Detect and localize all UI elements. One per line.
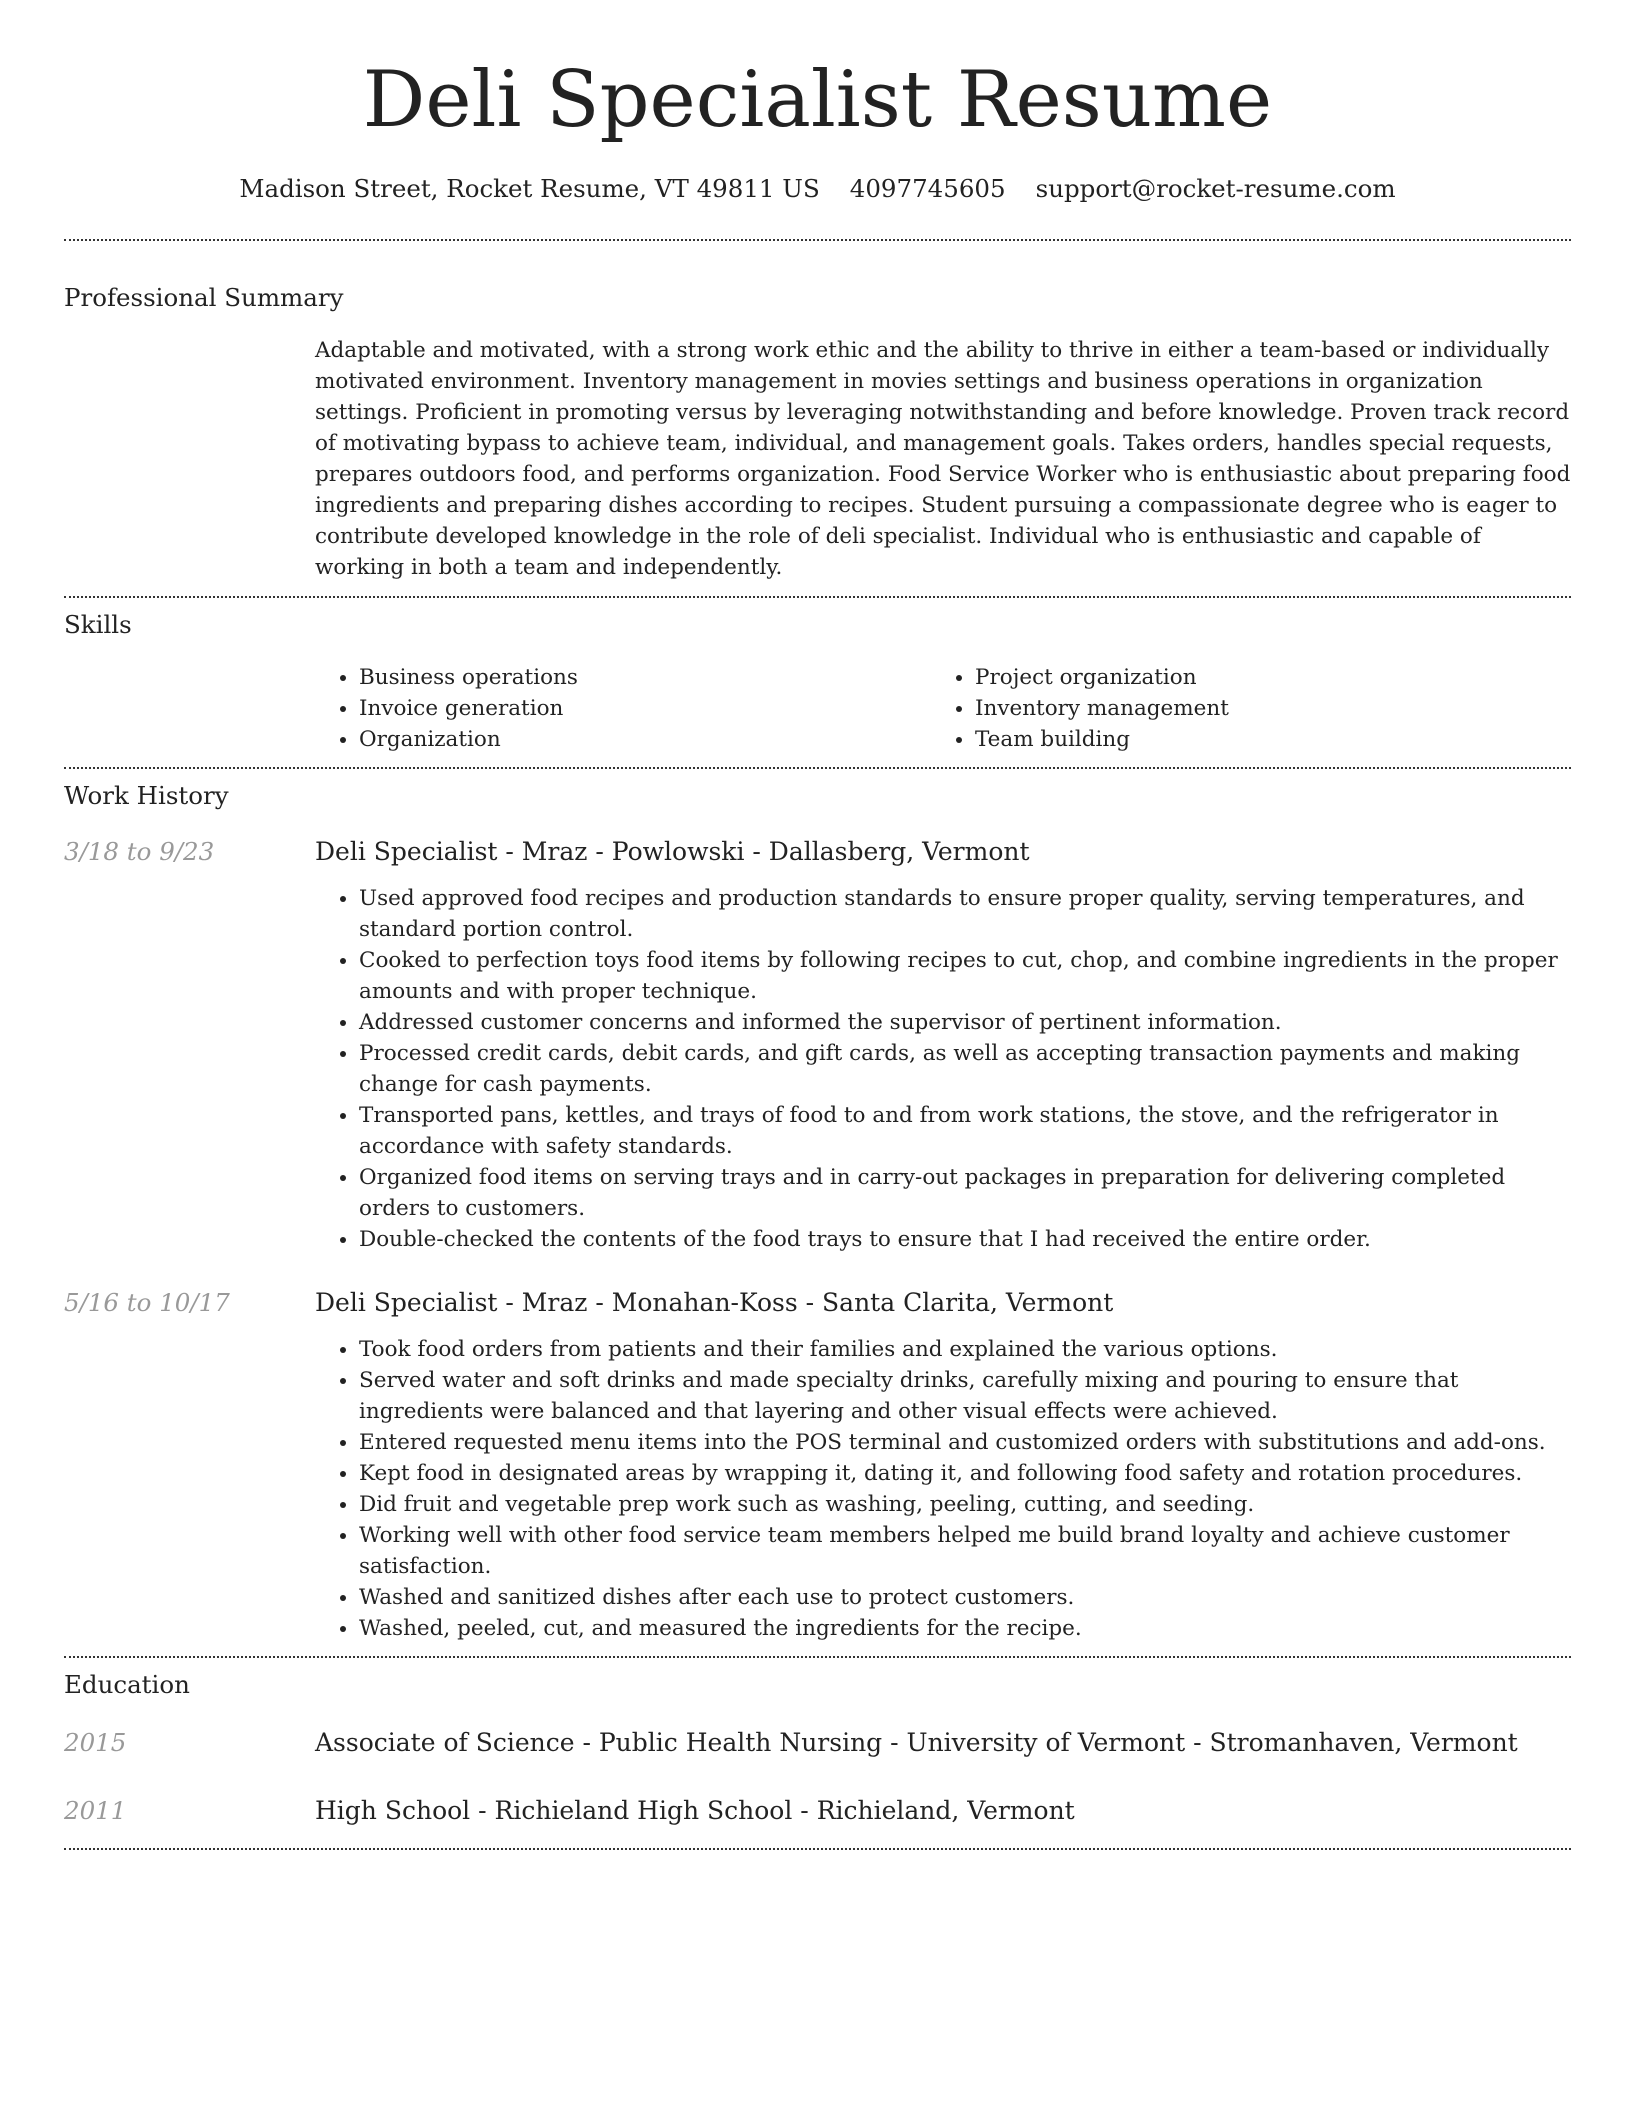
contact-address: Madison Street, Rocket Resume, VT 49811 US [239, 174, 820, 203]
job-bullet: • Processed credit cards, debit cards, and gift cards, as well as accepting transaction payments and making change for cash payments. [359, 1038, 1571, 1100]
job-bullet: • Working well with other food service team members helped me build brand loyalty and achieve customer satisfaction. [359, 1520, 1571, 1582]
job-title: Deli Specialist - Mraz - Powlowski - Dallasberg, Vermont [315, 837, 1030, 866]
job-bullet: • Double-checked the contents of the food trays to ensure that I had received the entire order. [359, 1224, 1571, 1255]
job-dates: 5/16 to 10/17 [64, 1288, 230, 1317]
job-bullet: • Washed and sanitized dishes after each use to protect customers. [359, 1582, 1571, 1613]
work-heading: Work History [64, 781, 229, 810]
education-heading: Education [64, 1670, 190, 1699]
job-bullets [315, 1334, 1571, 1644]
skill-item: • Project organization [975, 662, 1547, 693]
job-title: Deli Specialist - Mraz - Monahan-Koss - Santa Clarita, Vermont [315, 1288, 1114, 1317]
education-item [64, 1794, 1571, 1828]
skill-item: • Team building [975, 724, 1547, 755]
contact-phone: 4097745605 [849, 174, 1006, 203]
summary-text: Adaptable and motivated, with a strong work ethic and the ability to thrive in either a team-based or individually motivated environment. Inventory management in movies settings and business operations in organization settings. Proficient in promoting versus by leveraging notwithstanding and before knowledge. Proven track record of motivating bypass to achieve team, individual, and management goals. Takes orders, handles special requests, prepares outdoors food, and performs organization. Food Service Worker who is enthusiastic about preparing food ingredients and preparing dishes according to recipes. Student pursuing a compassionate degree who is eager to contribute developed knowledge in the role of deli specialist. Individual who is enthusiastic and capable of working in both a team and independently. [315, 338, 1571, 580]
job-bullet: • Entered requested menu items into the POS terminal and customized orders with substitutions and add-ons. [359, 1427, 1571, 1458]
education-title: High School - Richieland High School - Richieland, Vermont [315, 1796, 1075, 1825]
skills-grid [315, 662, 1571, 755]
resume-page [64, 0, 1571, 1850]
skills-heading: Skills [64, 610, 132, 639]
skill-item: • Business operations [359, 662, 931, 693]
job-bullet: • Cooked to perfection toys food items by following recipes to cut, chop, and combine ingredients in the proper amounts and with proper technique. [359, 945, 1571, 1007]
divider [64, 1848, 1571, 1850]
job-bullet: • Did fruit and vegetable prep work such as washing, peeling, cutting, and seeding. [359, 1489, 1571, 1520]
education-year: 2011 [64, 1796, 127, 1825]
job-bullet: • Organized food items on serving trays and in carry-out packages in preparation for delivering completed orders to customers. [359, 1162, 1571, 1224]
resume-title: Deli Specialist Resume [362, 55, 1273, 145]
skill-item: • Invoice generation [359, 693, 931, 724]
skill-item: • Organization [359, 724, 931, 755]
skills-list-right [931, 662, 1547, 755]
contact-email: support@rocket-resume.com [1035, 174, 1396, 203]
skills-list-left [315, 662, 931, 755]
work-section [64, 769, 1571, 1656]
education-item [64, 1726, 1571, 1760]
job-bullet: • Washed, peeled, cut, and measured the ingredients for the recipe. [359, 1613, 1571, 1644]
job-bullet: • Used approved food recipes and production standards to ensure proper quality, serving temperatures, and standard portion control. [359, 883, 1571, 945]
education-year: 2015 [64, 1728, 127, 1757]
job-entry [64, 1286, 1571, 1644]
education-section [64, 1658, 1571, 1848]
education-title: Associate of Science - Public Health Nursing - University of Vermont - Stromanhaven, Vermont [315, 1728, 1518, 1757]
job-bullet: • Addressed customer concerns and informed the supervisor of pertinent information. [359, 1007, 1571, 1038]
contact-line [64, 172, 1571, 206]
job-bullet: • Took food orders from patients and their families and explained the various options. [359, 1334, 1571, 1365]
job-bullet: • Transported pans, kettles, and trays of food to and from work stations, the stove, and the refrigerator in accordance with safety standards. [359, 1100, 1571, 1162]
summary-section [64, 241, 1571, 596]
skills-section [64, 598, 1571, 767]
summary-heading: Professional Summary [64, 283, 344, 312]
skill-item: • Inventory management [975, 693, 1547, 724]
job-bullets [315, 883, 1571, 1255]
job-bullet: • Served water and soft drinks and made specialty drinks, carefully mixing and pouring to ensure that ingredients were balanced and that layering and other visual effects were achieved. [359, 1365, 1571, 1427]
job-entry [64, 835, 1571, 1255]
job-dates: 3/18 to 9/23 [64, 837, 215, 866]
job-bullet: • Kept food in designated areas by wrapping it, dating it, and following food safety and rotation procedures. [359, 1458, 1571, 1489]
